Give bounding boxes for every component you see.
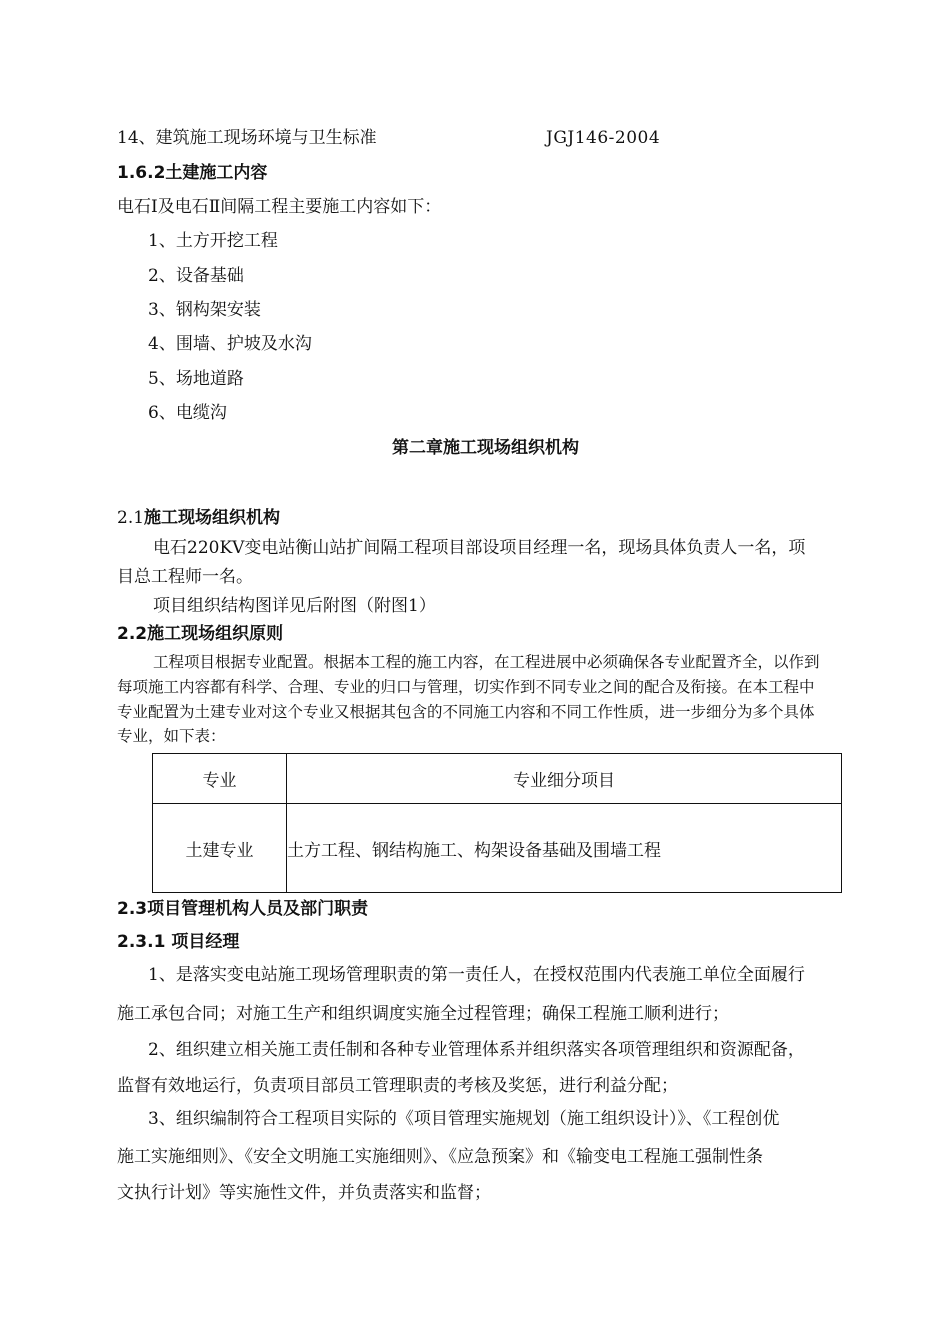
list-item: 3、钢构架安装 bbox=[148, 300, 261, 320]
section-2-3-1-line: 文执行计划》等实施性文件，并负责落实和监督； bbox=[117, 1183, 491, 1203]
section-2-2-line: 工程项目根据专业配置。根据本工程的施工内容，在工程进展中必须确保各专业配置齐全，以作到 bbox=[153, 653, 820, 671]
section-2-3-1-line: 3、组织编制符合工程项目实际的《项目管理实施规划（施工组织设计）》、《工程创优 bbox=[148, 1109, 780, 1129]
list-item: 1、土方开挖工程 bbox=[148, 231, 278, 251]
section-2-1-paragraph-cont: 目总工程师一名。 bbox=[117, 567, 253, 587]
section-2-3-1-heading: 2.3.1 项目经理 bbox=[117, 932, 240, 952]
section-2-1-number: 2.1 bbox=[117, 508, 145, 528]
table-header-cell: 专业 bbox=[153, 754, 287, 804]
section-2-2-heading: 2.2施工现场组织原则 bbox=[117, 624, 284, 644]
section-2-3-1-line: 施工实施细则》、《安全文明施工实施细则》、《应急预案》和《输变电工程施工强制性条 bbox=[117, 1147, 763, 1167]
standard-item-label: 14、建筑施工现场环境与卫生标准 bbox=[117, 128, 377, 148]
section-2-3-1-line: 1、是落实变电站施工现场管理职责的第一责任人，在授权范围内代表施工单位全面履行 bbox=[148, 965, 805, 985]
chapter-title: 第二章施工现场组织机构 bbox=[392, 438, 579, 458]
section-2-1-org-chart-note: 项目组织结构图详见后附图（附图1） bbox=[153, 596, 436, 616]
table-header-row bbox=[153, 754, 842, 804]
list-item: 6、电缆沟 bbox=[148, 403, 227, 423]
table-row bbox=[153, 804, 842, 893]
section-2-2-line: 每项施工内容都有科学、合理、专业的归口与管理，切实作到不同专业之间的配合及衔接。在本工程中 bbox=[117, 678, 815, 696]
table-cell: 土方工程、钢结构施工、构架设备基础及围墙工程 bbox=[287, 804, 842, 893]
specialty-table bbox=[152, 753, 842, 893]
section-2-1-title: 施工现场组织机构 bbox=[144, 508, 281, 528]
section-1-6-2-heading: 1.6.2土建施工内容 bbox=[117, 163, 268, 183]
section-2-3-1-line: 施工承包合同；对施工生产和组织调度实施全过程管理；确保工程施工顺利进行； bbox=[117, 1004, 729, 1024]
section-2-1-heading bbox=[117, 507, 280, 529]
section-2-2-line: 专业，如下表： bbox=[117, 727, 226, 745]
list-item: 4、围墙、护坡及水沟 bbox=[148, 334, 312, 354]
section-1-6-2-intro: 电石Ⅰ及电石Ⅱ间隔工程主要施工内容如下： bbox=[117, 197, 442, 217]
list-item: 2、设备基础 bbox=[148, 266, 244, 286]
section-2-3-heading: 2.3项目管理机构人员及部门职责 bbox=[117, 899, 369, 919]
table-cell: 土建专业 bbox=[153, 804, 287, 893]
list-item: 5、场地道路 bbox=[148, 369, 244, 389]
section-2-2-line: 专业配置为土建专业对这个专业又根据其包含的不同施工内容和不同工作性质，进一步细分为多个具体 bbox=[117, 703, 815, 721]
section-2-1-paragraph: 电石220KV变电站衡山站扩间隔工程项目部设项目经理一名，现场具体负责人一名，项 bbox=[153, 538, 806, 558]
section-2-3-1-line: 监督有效地运行，负责项目部员工管理职责的考核及奖惩，进行利益分配； bbox=[117, 1076, 678, 1096]
table-header-cell: 专业细分项目 bbox=[287, 754, 842, 804]
section-2-3-1-line: 2、组织建立相关施工责任制和各种专业管理体系并组织落实各项管理组织和资源配备， bbox=[148, 1040, 805, 1060]
standard-item-code: JGJ146-2004 bbox=[546, 128, 661, 148]
